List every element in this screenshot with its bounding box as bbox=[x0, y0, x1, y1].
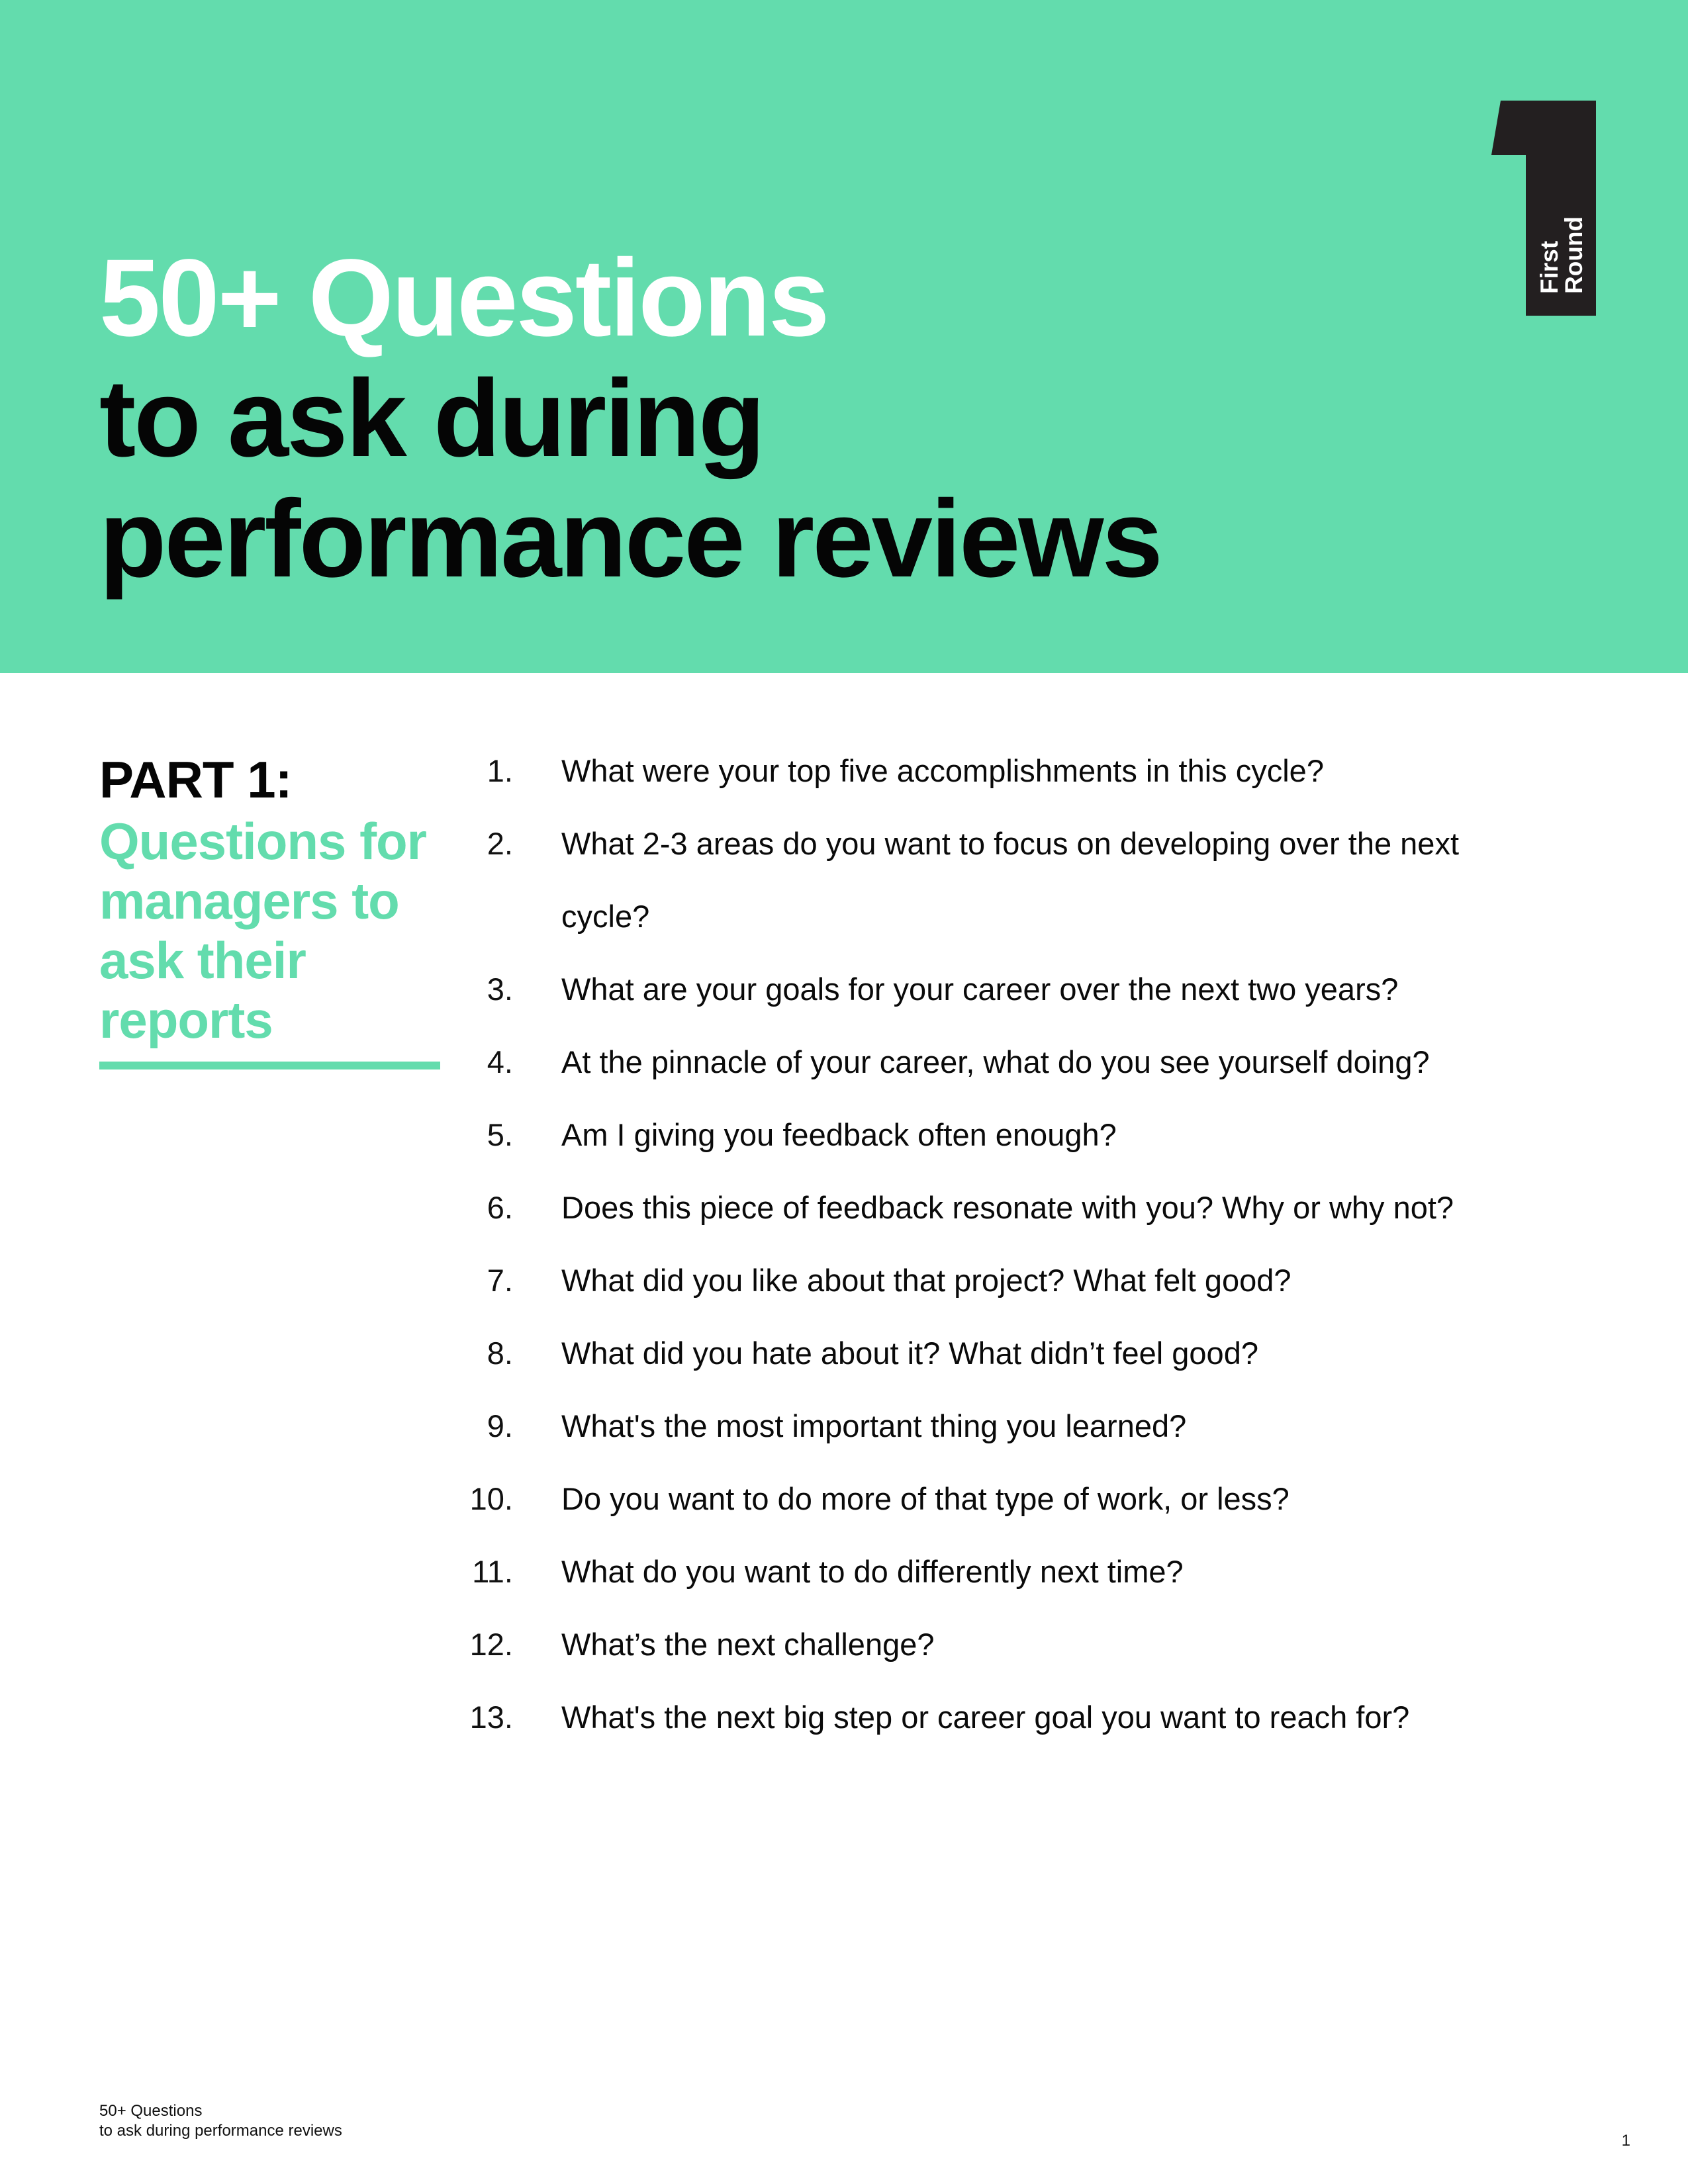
question-number: 1. bbox=[487, 753, 513, 788]
question-text: What's the most important thing you learned? bbox=[561, 1408, 1187, 1443]
question-list bbox=[457, 735, 1595, 1754]
question-item bbox=[457, 1390, 1595, 1463]
question-item bbox=[457, 735, 1595, 807]
page-number: 1 bbox=[1621, 2132, 1630, 2150]
first-round-logo bbox=[1491, 101, 1596, 316]
part-label: PART 1: bbox=[99, 751, 292, 809]
question-number: 11. bbox=[472, 1554, 513, 1589]
part-subtitle bbox=[99, 811, 444, 1050]
question-item bbox=[457, 1317, 1595, 1390]
question-number: 6. bbox=[487, 1190, 513, 1225]
subtitle-line: ask their bbox=[99, 931, 306, 989]
question-item bbox=[457, 1026, 1595, 1099]
title-line-3: performance reviews bbox=[99, 478, 1161, 600]
question-number: 8. bbox=[487, 1336, 513, 1371]
title-line-2: to ask during bbox=[99, 357, 764, 480]
question-item bbox=[457, 1463, 1595, 1535]
question-number: 5. bbox=[487, 1117, 513, 1152]
logo-text-first: First bbox=[1536, 240, 1563, 294]
question-text: What 2-3 areas do you want to focus on developing over the next cycle? bbox=[561, 826, 1460, 934]
question-text: Does this piece of feedback resonate with you? Why or why not? bbox=[561, 1190, 1454, 1225]
question-item bbox=[457, 1608, 1595, 1681]
question-number: 12. bbox=[469, 1627, 513, 1662]
question-item bbox=[457, 1535, 1595, 1608]
question-number: 7. bbox=[487, 1263, 513, 1298]
question-item bbox=[457, 1171, 1595, 1244]
question-item bbox=[457, 953, 1595, 1026]
footer-document-title bbox=[99, 2101, 342, 2141]
question-item bbox=[457, 1099, 1595, 1171]
footer-line-2: to ask during performance reviews bbox=[99, 2122, 342, 2140]
question-text: At the pinnacle of your career, what do you see yourself doing? bbox=[561, 1044, 1430, 1079]
question-number: 13. bbox=[469, 1700, 513, 1735]
question-text: What do you want to do differently next time? bbox=[561, 1554, 1184, 1589]
question-number: 9. bbox=[487, 1408, 513, 1443]
question-text: What did you like about that project? What felt good? bbox=[561, 1263, 1291, 1298]
logo-text-round: Round bbox=[1560, 216, 1587, 294]
question-item bbox=[457, 807, 1595, 953]
question-number: 10. bbox=[469, 1481, 513, 1516]
question-number: 4. bbox=[487, 1044, 513, 1079]
part-heading bbox=[99, 748, 444, 1069]
logo-one-mark bbox=[1491, 101, 1596, 316]
question-item bbox=[457, 1681, 1595, 1754]
document-title bbox=[99, 238, 1161, 600]
question-item bbox=[457, 1244, 1595, 1317]
question-text: What were your top five accomplishments in this cycle? bbox=[561, 753, 1324, 788]
subtitle-line: Questions for bbox=[99, 812, 427, 870]
subtitle-line: reports bbox=[99, 991, 273, 1049]
subtitle-line: managers to bbox=[99, 872, 399, 930]
question-number: 2. bbox=[487, 826, 513, 861]
question-text: What did you hate about it? What didn’t feel good? bbox=[561, 1336, 1258, 1371]
question-number: 3. bbox=[487, 972, 513, 1007]
question-text: What are your goals for your career over the next two years? bbox=[561, 972, 1399, 1007]
title-line-1: 50+ Questions bbox=[99, 237, 828, 359]
header-banner bbox=[0, 0, 1688, 673]
footer-line-1: 50+ Questions bbox=[99, 2102, 203, 2120]
question-text: Do you want to do more of that type of work, or less? bbox=[561, 1481, 1289, 1516]
question-text: What’s the next challenge? bbox=[561, 1627, 935, 1662]
question-text: Am I giving you feedback often enough? bbox=[561, 1117, 1117, 1152]
accent-underline bbox=[99, 1062, 440, 1069]
question-text: What's the next big step or career goal you want to reach for? bbox=[561, 1700, 1410, 1735]
